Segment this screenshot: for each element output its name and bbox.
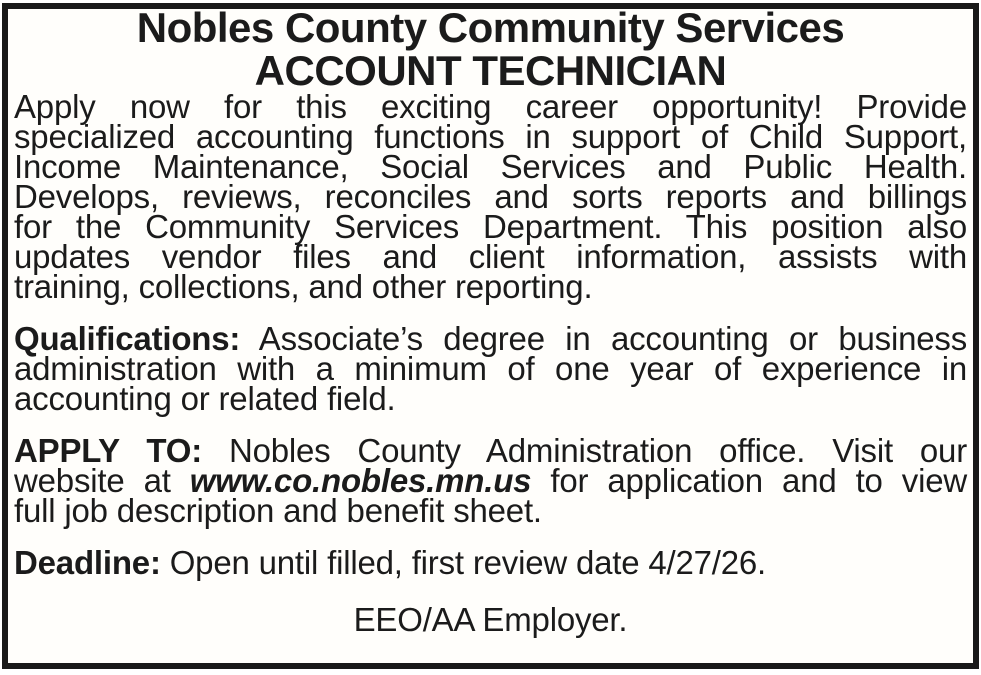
website-url: www.co.nobles.mn.us bbox=[189, 462, 532, 499]
qualifications-line-last: accounting or related field. bbox=[14, 380, 396, 417]
deadline-text: Open until filled, first review date 4/27/26. bbox=[160, 544, 767, 581]
intro-line-4: Develops, reviews, reconciles and sorts reports and billings bbox=[14, 178, 967, 215]
job-ad bbox=[2, 3, 979, 669]
ad-position-title: ACCOUNT TECHNICIAN bbox=[254, 47, 727, 94]
intro-line-2: specialized accounting functions in support of Child Support, bbox=[14, 118, 967, 155]
apply-line-2-post: for application and to view bbox=[531, 462, 967, 499]
intro-line-5: for the Community Services Department. This position also bbox=[14, 208, 967, 245]
intro-line-6: updates vendor files and client information, assists with bbox=[14, 238, 967, 275]
qualifications-paragraph bbox=[14, 320, 967, 417]
intro-line-last: training, collections, and other reporting. bbox=[14, 268, 593, 305]
qualifications-line-1-rest: Associate’s degree in accounting or business bbox=[240, 320, 967, 357]
qualifications-label: Qualifications: bbox=[14, 320, 241, 357]
intro-line-3: Income Maintenance, Social Services and Public Health. bbox=[14, 148, 967, 185]
deadline-line bbox=[14, 544, 967, 581]
apply-label: APPLY TO: bbox=[14, 432, 202, 469]
qualifications-line-2: administration with a minimum of one year of experience in bbox=[14, 350, 967, 387]
apply-paragraph bbox=[14, 432, 968, 529]
deadline-paragraph bbox=[14, 544, 967, 581]
deadline-label: Deadline: bbox=[14, 544, 161, 581]
eeo-line: EEO/AA Employer. bbox=[353, 601, 628, 638]
ad-org-title: Nobles County Community Services bbox=[136, 4, 845, 51]
apply-line-last: full job description and benefit sheet. bbox=[14, 492, 542, 529]
intro-paragraph bbox=[14, 88, 967, 305]
apply-line-1-rest: Nobles County Administration office. Visit our bbox=[201, 432, 968, 469]
intro-line-1: Apply now for this exciting career opportunity! Provide bbox=[14, 88, 967, 125]
apply-line-2-pre: website at bbox=[14, 462, 190, 499]
